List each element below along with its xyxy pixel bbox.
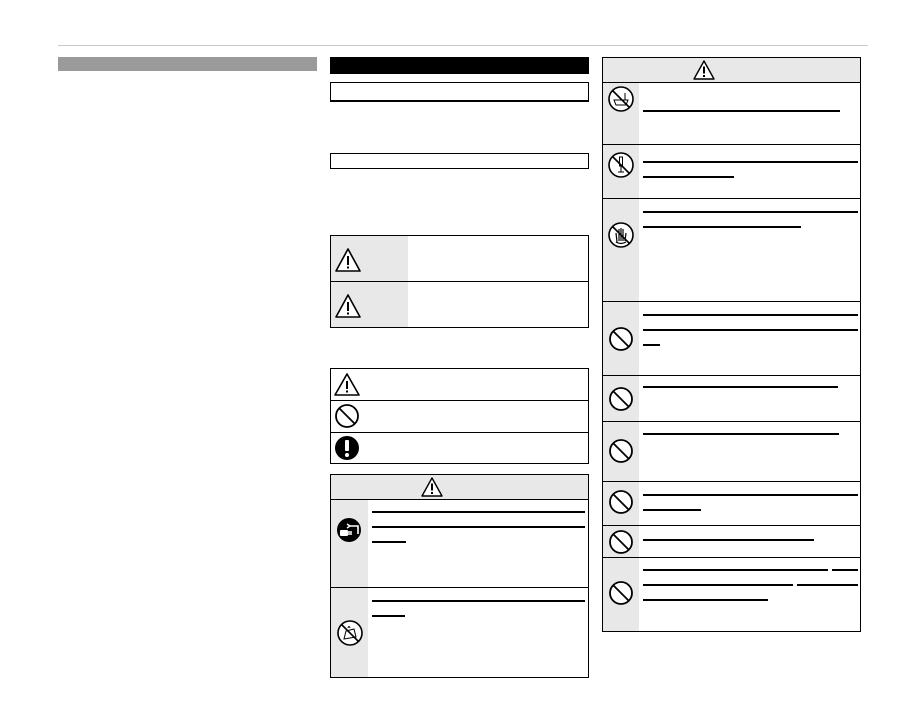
text-line bbox=[643, 433, 839, 435]
warning-triangle-icon bbox=[692, 59, 716, 81]
exclamation-circle-icon bbox=[334, 435, 360, 461]
warning-row-divider bbox=[603, 525, 860, 526]
symbol-legend-divider-2 bbox=[331, 432, 588, 433]
warning-table-left bbox=[330, 474, 589, 678]
warning-triangle-icon bbox=[420, 476, 444, 498]
no-touch-icon bbox=[607, 221, 635, 249]
text-line bbox=[643, 539, 814, 541]
hazard-legend-divider-left bbox=[331, 281, 408, 282]
text-line bbox=[643, 161, 858, 163]
prohibited-icon bbox=[608, 489, 634, 515]
text-line bbox=[643, 226, 801, 228]
text-line bbox=[643, 329, 858, 331]
text-line bbox=[643, 211, 858, 213]
caution-triangle-icon bbox=[333, 372, 361, 397]
text-line bbox=[372, 541, 406, 543]
warning-row-divider bbox=[603, 421, 860, 422]
header-rule bbox=[58, 45, 868, 46]
text-line bbox=[643, 569, 828, 571]
text-line bbox=[372, 615, 405, 617]
prohibited-icon bbox=[334, 403, 360, 429]
hazard-legend-table bbox=[330, 235, 589, 328]
warning-row-divider bbox=[603, 375, 860, 376]
text-line bbox=[643, 110, 840, 112]
symbol-legend-divider-1 bbox=[331, 400, 588, 401]
text-line bbox=[643, 584, 793, 586]
warning-table-right bbox=[602, 57, 861, 632]
text-line bbox=[372, 511, 585, 513]
warning-triangle-icon bbox=[334, 247, 362, 273]
text-line bbox=[643, 314, 858, 316]
warning-row-divider bbox=[603, 557, 860, 558]
no-bathroom-icon bbox=[607, 85, 635, 113]
prohibited-icon bbox=[608, 529, 634, 555]
no-water-icon bbox=[336, 619, 364, 647]
warning-table-header bbox=[331, 475, 588, 499]
subheading-box-2 bbox=[330, 153, 589, 169]
warning-table-header bbox=[603, 58, 860, 82]
text-line bbox=[643, 494, 858, 496]
prohibited-icon bbox=[608, 326, 634, 352]
text-line bbox=[372, 600, 585, 602]
warning-row-divider bbox=[603, 481, 860, 482]
text-line bbox=[372, 526, 585, 528]
prohibited-icon bbox=[608, 580, 634, 606]
left-section-heading-bar bbox=[58, 57, 317, 71]
text-line bbox=[643, 386, 838, 388]
no-disassemble-icon bbox=[607, 151, 635, 179]
text-line bbox=[643, 509, 701, 511]
warning-table-header-rule bbox=[331, 499, 588, 500]
warning-row-divider bbox=[603, 144, 860, 145]
hazard-legend-divider bbox=[408, 281, 588, 282]
caution-triangle-icon bbox=[334, 293, 362, 319]
unplug-icon bbox=[336, 517, 362, 543]
prohibited-icon bbox=[608, 386, 634, 412]
middle-section-heading-bar bbox=[330, 57, 589, 74]
text-line bbox=[643, 176, 734, 178]
text-line bbox=[643, 599, 768, 601]
warning-row-divider bbox=[603, 198, 860, 199]
text-line bbox=[832, 569, 858, 571]
text-line bbox=[797, 584, 858, 586]
prohibited-icon bbox=[608, 438, 634, 464]
text-line bbox=[643, 344, 660, 346]
warning-row-divider bbox=[331, 587, 588, 588]
warning-table-header-rule bbox=[603, 82, 860, 83]
symbol-legend-table bbox=[330, 368, 589, 464]
subheading-box-1 bbox=[330, 82, 589, 102]
warning-row-divider bbox=[603, 301, 860, 302]
